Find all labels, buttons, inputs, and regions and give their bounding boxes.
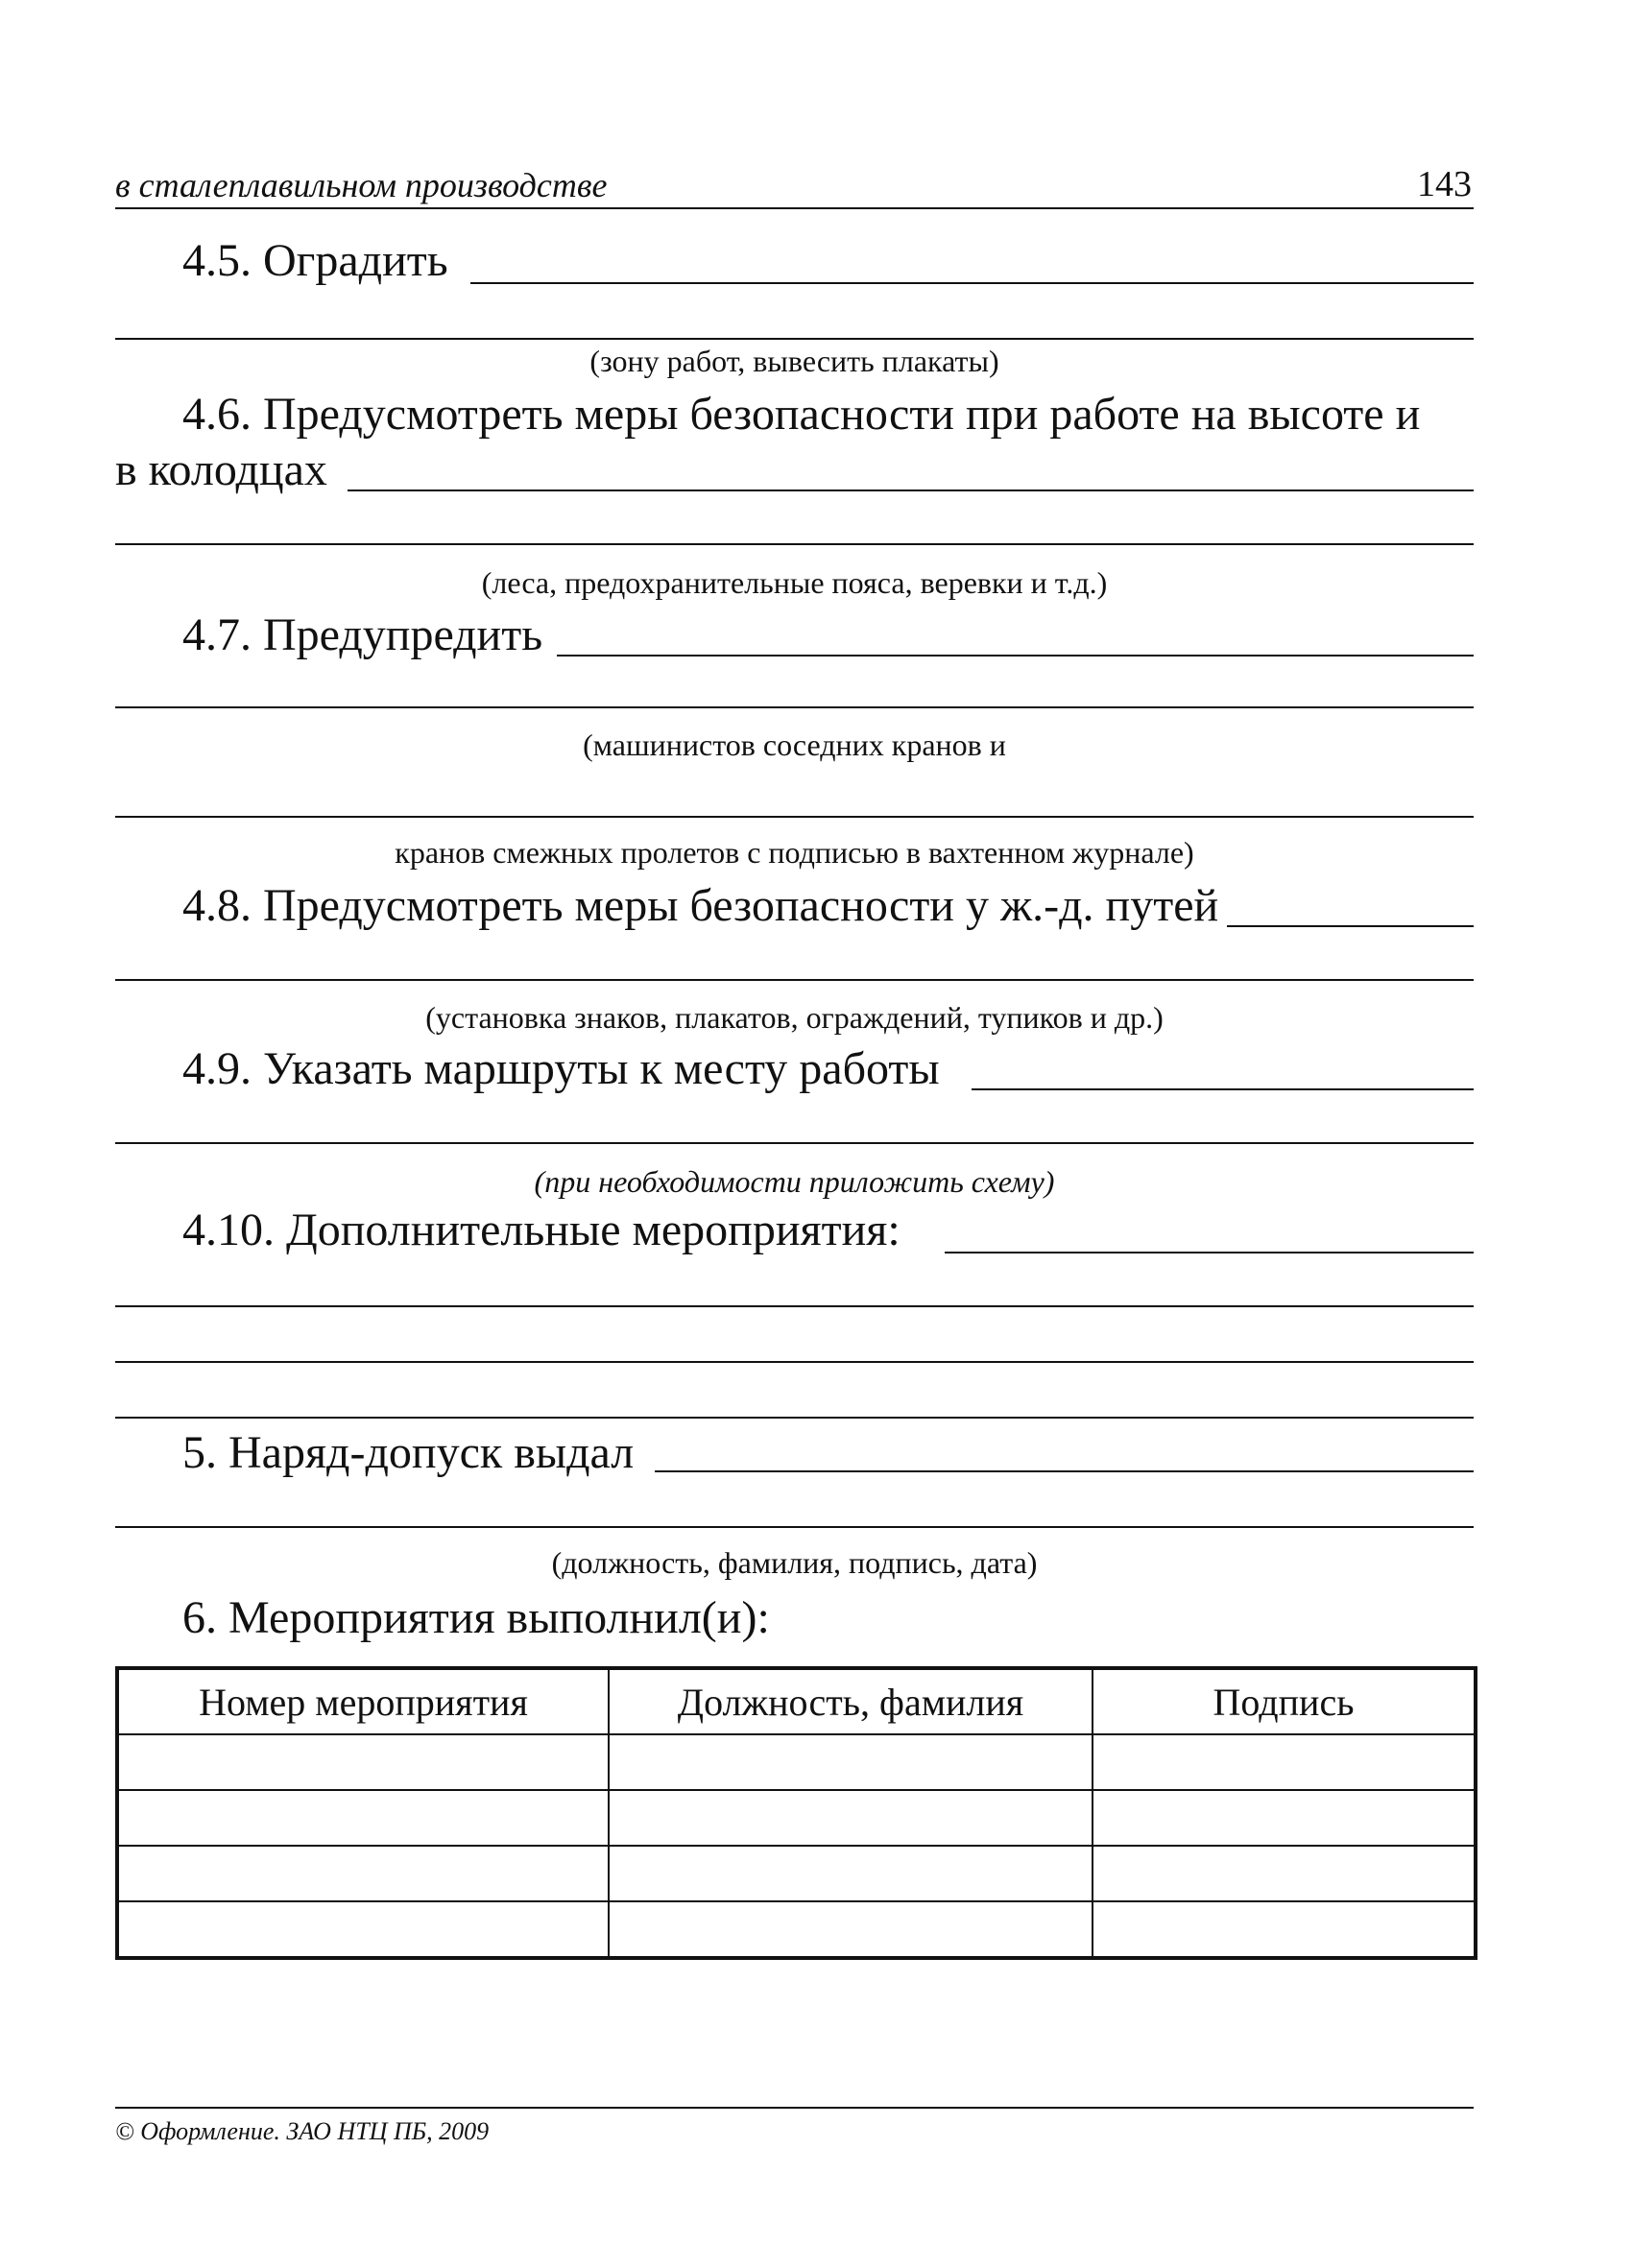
item-4-7-fill-line-3[interactable] (115, 816, 1474, 818)
item-4-7-fill-line[interactable] (557, 655, 1474, 657)
table-cell[interactable] (117, 1790, 609, 1846)
item-4-6-label-line2: в колодцах (115, 444, 327, 495)
item-4-9-fill-line-2[interactable] (115, 1142, 1474, 1144)
column-header-position-name: Должность, фамилия (609, 1668, 1093, 1734)
column-header-measure-number: Номер мероприятия (117, 1668, 609, 1734)
item-4-9-fill-line[interactable] (972, 1088, 1474, 1090)
table-header-row (117, 1668, 1476, 1734)
table-row (117, 1790, 1476, 1846)
item-6-label: 6. Мероприятия выполнил(и): (182, 1592, 770, 1643)
item-4-10-fill-line-3[interactable] (115, 1361, 1474, 1363)
item-4-9-hint: (при необходимости приложить схему) (534, 1164, 1055, 1199)
table-cell[interactable] (117, 1846, 609, 1901)
header-rule (115, 207, 1474, 209)
column-header-signature: Подпись (1093, 1668, 1476, 1734)
item-4-8-hint: (установка знаков, плакатов, ограждений, тупиков и др.) (425, 1000, 1164, 1035)
item-5-fill-line[interactable] (655, 1470, 1474, 1472)
item-4-8-fill-line-2[interactable] (115, 979, 1474, 981)
item-4-7-fill-line-2[interactable] (115, 706, 1474, 708)
item-4-10-fill-line-2[interactable] (115, 1305, 1474, 1307)
item-4-7-label: 4.7. Предупредить (182, 609, 543, 660)
item-4-6-fill-line-2[interactable] (115, 543, 1474, 545)
item-4-9-label: 4.9. Указать маршруты к месту работы (182, 1043, 940, 1094)
table-cell[interactable] (609, 1846, 1093, 1901)
item-4-10-fill-line-4[interactable] (115, 1417, 1474, 1419)
item-4-5-fill-line[interactable] (470, 282, 1474, 284)
item-4-5-fill-line-2[interactable] (115, 338, 1474, 340)
table-cell[interactable] (1093, 1790, 1476, 1846)
table-cell[interactable] (609, 1901, 1093, 1958)
table-row (117, 1846, 1476, 1901)
table-cell[interactable] (1093, 1901, 1476, 1958)
item-5-label: 5. Наряд-допуск выдал (182, 1427, 635, 1478)
table-cell[interactable] (117, 1734, 609, 1790)
table-cell[interactable] (1093, 1846, 1476, 1901)
item-4-6-fill-line[interactable] (348, 489, 1474, 491)
item-4-8-label: 4.8. Предусмотреть меры безопасности у ж.-д. путей (182, 880, 1219, 931)
item-4-7-hint-1: (машинистов соседних кранов и (583, 728, 1006, 762)
item-4-5-label: 4.5. Оградить (182, 235, 448, 286)
item-4-6-label-line1: 4.6. Предусмотреть меры безопасности при работе на высоте и (182, 389, 1421, 440)
item-4-8-fill-line[interactable] (1227, 925, 1474, 927)
item-4-10-label: 4.10. Дополнительные мероприятия: (182, 1205, 901, 1255)
item-4-7-hint-2: кранов смежных пролетов с подписью в вахтенном журнале) (395, 835, 1194, 870)
item-5-fill-line-2[interactable] (115, 1526, 1474, 1528)
item-4-10-fill-line[interactable] (945, 1252, 1474, 1253)
table-cell[interactable] (1093, 1734, 1476, 1790)
table-row (117, 1734, 1476, 1790)
running-header-title: в сталеплавильном производстве (115, 166, 608, 204)
table-cell[interactable] (117, 1901, 609, 1958)
table-cell[interactable] (609, 1790, 1093, 1846)
item-5-hint: (должность, фамилия, подпись, дата) (551, 1545, 1038, 1580)
table-cell[interactable] (609, 1734, 1093, 1790)
item-4-6-hint: (леса, предохранительные пояса, веревки и т.д.) (481, 565, 1108, 600)
measures-table (115, 1666, 1477, 1960)
footer-copyright: © Оформление. ЗАО НТЦ ПБ, 2009 (115, 2117, 490, 2145)
page-number: 143 (1417, 164, 1472, 204)
item-4-5-hint: (зону работ, вывесить плакаты) (589, 344, 999, 378)
table-row (117, 1901, 1476, 1958)
footer-rule (115, 2107, 1474, 2109)
